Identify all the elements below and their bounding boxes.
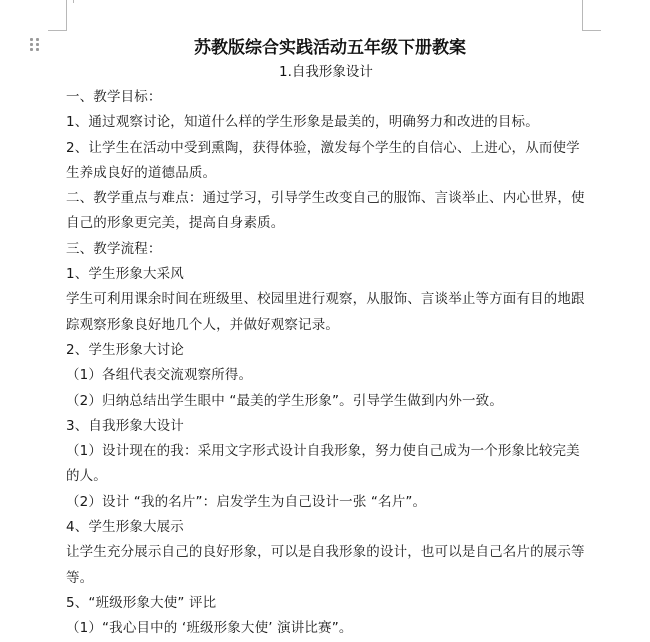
paragraph-line: 5、“班级形象大使” 评比 xyxy=(66,594,217,611)
paragraph-line: 2、让学生在活动中受到熏陶，获得体验，激发每个学生的自信心、上进心，从而使学 xyxy=(66,139,580,156)
paragraph-line: 等。 xyxy=(66,569,94,586)
paragraph-line: （1）各组代表交流观察所得。 xyxy=(66,367,253,384)
paragraph-line: 3、自我形象大设计 xyxy=(66,417,184,434)
crop-mark-top-left xyxy=(48,0,67,31)
paragraph-line: 让学生充分展示自己的良好形象，可以是自我形象的设计，也可以是自己名片的展示等 xyxy=(66,544,585,561)
paragraph-line: 一、教学目标： xyxy=(66,89,162,105)
document-title: 苏教版综合实践活动五年级下册教案 xyxy=(194,38,466,58)
paragraph-line: 二、教学重点与难点：通过学习，引导学生改变自己的服饰、言谈举止、内心世界，使 xyxy=(66,190,585,207)
paragraph-line: （1）设计现在的我：采用文字形式设计自我形象，努力使自己成为一个形象比较完美 xyxy=(66,443,580,460)
paragraph-line: 的人。 xyxy=(66,468,107,485)
paragraph-line: 1、通过观察讨论，知道什么样的学生形象是最美的，明确努力和改进的目标。 xyxy=(66,114,539,131)
paragraph-line: 三、教学流程： xyxy=(66,240,162,257)
document-body[interactable] xyxy=(66,36,586,642)
paragraph-line: 生养成良好的道德品质。 xyxy=(66,164,217,181)
paragraph-line: 4、学生形象大展示 xyxy=(66,519,184,536)
page-top-marker xyxy=(66,0,74,3)
document-lines xyxy=(66,85,586,642)
paragraph-line: （2）归纳总结出学生眼中 “最美的学生形象”。引导学生做到内外一致。 xyxy=(66,392,503,409)
paragraph-line: （2）设计 “我的名片”：启发学生为自己设计一张 “名片”。 xyxy=(66,493,427,510)
paragraph-line: 学生可利用课余时间在班级里、校园里进行观察，从服饰、言谈举止等方面有目的地跟 xyxy=(66,291,585,308)
paragraph-line: 1、学生形象大采风 xyxy=(66,266,184,283)
drag-handle-icon[interactable] xyxy=(30,38,40,52)
paragraph-line: 踪观察形象良好地几个人，并做好观察记录。 xyxy=(66,316,339,333)
document-subtitle: 1.自我形象设计 xyxy=(279,64,373,80)
crop-mark-top-right xyxy=(582,0,601,31)
paragraph-line: （1）“我心目中的 ‘班级形象大使’ 演讲比赛”。 xyxy=(66,620,353,637)
paragraph-line: 2、学生形象大讨论 xyxy=(66,341,184,358)
paragraph-line: 自己的形象更完美，提高自身素质。 xyxy=(66,215,285,232)
